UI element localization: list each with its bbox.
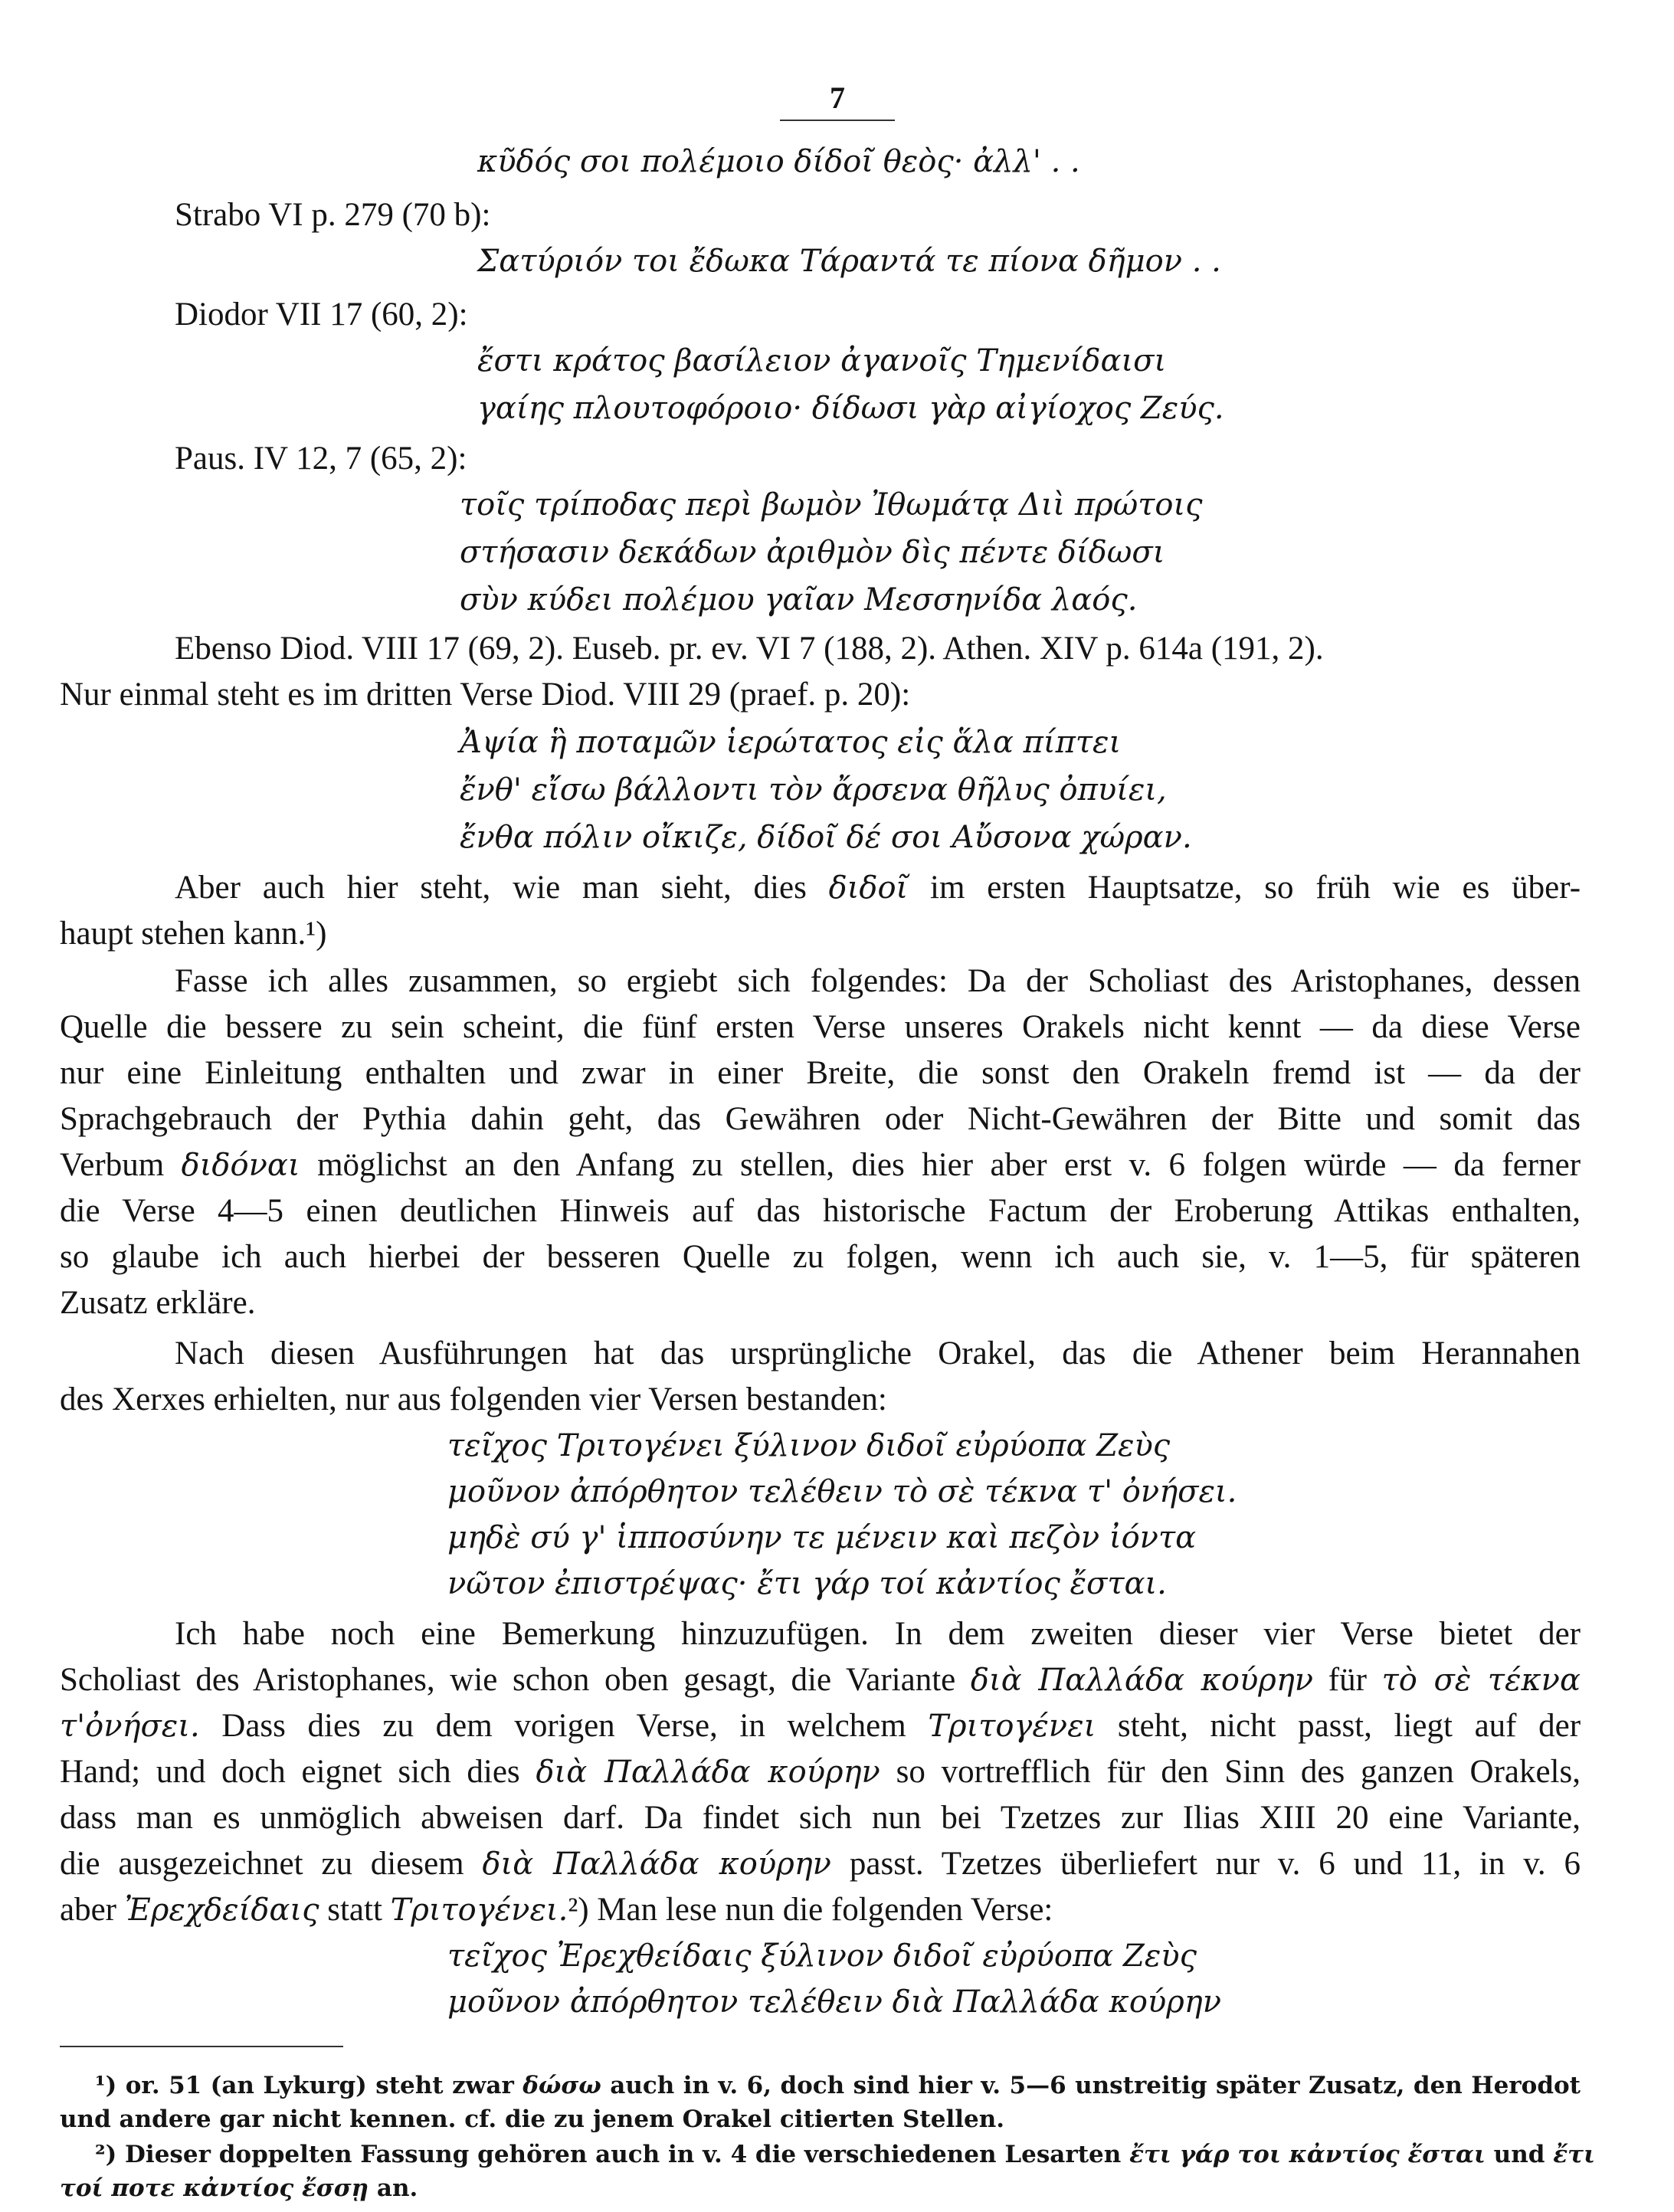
header-rule: [780, 120, 895, 121]
footnote-line: ²) Dieser doppelten Fassung gehören auch in v. 4 die verschiedenen Lesarten ἔτι γάρ τοι κἀντίος ἔσται und ἔτι: [95, 2141, 1595, 2168]
paragraph-line: Quelle die bessere zu sein scheint, die fünf ersten Verse unseres Orakels nicht kennt — da diese Verse: [60, 1009, 1581, 1045]
paragraph-line: Nur einmal steht es im dritten Verse Diod. VIII 29 (praef. p. 20):: [60, 677, 911, 713]
verse-line: στήσασιν δεκάδων ἀριθμὸν δὶς πέντε δίδωσι: [460, 535, 1165, 570]
paragraph-line: Zusatz erkläre.: [60, 1285, 256, 1321]
verse-line: σὺν κύδει πολέμου γαῖαν Μεσσηνίδα λαός.: [460, 582, 1138, 618]
verse-line: τεῖχος Τριτογένει ξύλινον διδοῖ εὐρύοπα Ζεὺς: [447, 1428, 1171, 1463]
citation-line: Diodor VII 17 (60, 2):: [175, 297, 468, 333]
verse-line: ἔνθα πόλιν οἴκιζε, δίδοῖ δέ σοι Αὔσονα χώραν.: [460, 820, 1192, 855]
verse-line: ἔστι κράτος βασίλειον ἀγανοῖς Τημενίδαισι: [477, 343, 1167, 378]
footnote-rule: [60, 2046, 343, 2047]
paragraph-line: nur eine Einleitung enthalten und zwar in einer Breite, die sonst den Orakeln fremd ist — da der: [60, 1055, 1581, 1091]
citation-line: Strabo VI p. 279 (70 b):: [175, 197, 491, 233]
paragraph-line: aber Ἐρεχδείδαις statt Τριτογένει.²) Man lese nun die folgenden Verse:: [60, 1892, 1053, 1928]
paragraph-line: Sprachgebrauch der Pythia dahin geht, das Gewähren oder Nicht-Gewähren der Bitte und somit das: [60, 1101, 1581, 1137]
footnote-line: und andere gar nicht kennen. cf. die zu jenem Orakel citierten Stellen.: [60, 2105, 1005, 2133]
verse-line: τεῖχος Ἐρεχθείδαις ξύλινον διδοῖ εὐρύοπα Ζεὺς: [447, 1938, 1197, 1974]
verse-line: νῶτον ἐπιστρέψας· ἔτι γάρ τοί κἀντίος ἔσται.: [447, 1566, 1167, 1601]
verse-line: γαίης πλουτοφόροιο· δίδωσι γὰρ αἰγίοχος Ζεύς.: [477, 391, 1224, 426]
verse-line: Ἀψία ἣ ποταμῶν ἱερώτατος εἰς ἅλα πίπτει: [460, 725, 1122, 760]
paragraph-line: die Verse 4—5 einen deutlichen Hinweis auf das historische Factum der Eroberung Attikas enthalten,: [60, 1193, 1581, 1229]
paragraph-line: die ausgezeichnet zu diesem διὰ Παλλάδα κούρην passt. Tzetzes überliefert nur v. 6 und 11, in v. 6: [60, 1846, 1581, 1882]
footnote-line: ¹) or. 51 (an Lykurg) steht zwar δώσω auch in v. 6, doch sind hier v. 5—6 unstreitig später Zusatz, den Herodot: [95, 2072, 1581, 2099]
verse-line: κῦδός σοι πολέμοιο δίδοῖ θεὸς· ἀλλ' . .: [477, 144, 1080, 179]
page-header: [780, 77, 895, 121]
verse-line: τοῖς τρίποδας περὶ βωμὸν Ἰθωμάτᾳ Διὶ πρώτοις: [460, 487, 1203, 523]
verse-line: Σατύριόν τοι ἔδωκα Τάραντά τε πίονα δῆμον . .: [477, 244, 1221, 279]
verse-line: μοῦνον ἀπόρθητον τελέθειν τὸ σὲ τέκνα τ' ὀνήσει.: [447, 1474, 1237, 1509]
verse-line: μηδὲ σύ γ' ἱπποσύνην τε μένειν καὶ πεζὸν ἰόντα: [447, 1520, 1197, 1555]
verse-line: ἔνθ' εἴσω βάλλοντι τὸν ἄρσενα θῆλυς ὀπυίει,: [460, 772, 1167, 808]
paragraph-line: dass man es unmöglich abweisen darf. Da findet sich nun bei Tzetzes zur Ilias XIII 20 eine Variante,: [60, 1800, 1581, 1836]
paragraph-line: Verbum διδόναι möglichst an den Anfang zu stellen, dies hier aber erst v. 6 folgen würde — da ferner: [60, 1147, 1581, 1183]
paragraph-line: Aber auch hier steht, wie man sieht, dies διδοῖ im ersten Hauptsatze, so früh wie es über-: [175, 870, 1581, 906]
paragraph-line: so glaube ich auch hierbei der besseren Quelle zu folgen, wenn ich auch sie, v. 1—5, für späteren: [60, 1239, 1581, 1275]
paragraph-line: Hand; und doch eignet sich dies διὰ Παλλάδα κούρην so vortrefflich für den Sinn des ganzen Orakels,: [60, 1754, 1581, 1790]
document-page: [60, 77, 1595, 2202]
paragraph-line: Ich habe noch eine Bemerkung hinzuzufügen. In dem zweiten dieser vier Verse bietet der: [175, 1616, 1581, 1652]
paragraph-line: τ'ὀνήσει. Dass dies zu dem vorigen Verse, in welchem Τριτογένει steht, nicht passt, liegt auf der: [60, 1708, 1581, 1744]
paragraph-line: Fasse ich alles zusammen, so ergiebt sich folgendes: Da der Scholiast des Aristophanes, dessen: [175, 963, 1581, 999]
footnote-line: τοί ποτε κἀντίος ἔσσῃ an.: [60, 2174, 418, 2202]
citation-line: Paus. IV 12, 7 (65, 2):: [175, 441, 467, 477]
verse-line: μοῦνον ἀπόρθητον τελέθειν διὰ Παλλάδα κούρην: [447, 1984, 1222, 2020]
citation-line: Ebenso Diod. VIII 17 (69, 2). Euseb. pr. ev. VI 7 (188, 2). Athen. XIV p. 614a (191, 2).: [175, 631, 1324, 667]
paragraph-line: des Xerxes erhielten, nur aus folgenden vier Versen bestanden:: [60, 1381, 887, 1417]
paragraph-line: Scholiast des Aristophanes, wie schon oben gesagt, die Variante διὰ Παλλάδα κούρην für τὸ σὲ τέκνα: [60, 1662, 1581, 1698]
paragraph-line: haupt stehen kann.¹): [60, 916, 327, 952]
page-number: 7: [830, 80, 845, 115]
paragraph-line: Nach diesen Ausführungen hat das ursprüngliche Orakel, das die Athener beim Herannahen: [175, 1335, 1581, 1371]
